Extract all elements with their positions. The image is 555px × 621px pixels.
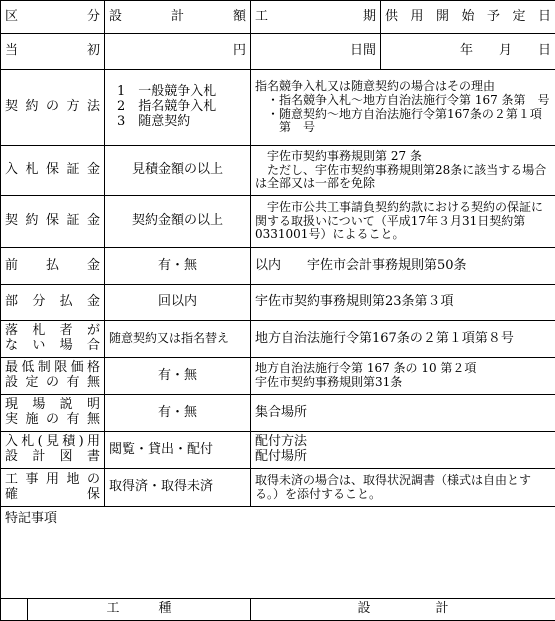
- row-min-price: [1, 358, 555, 395]
- label-min-price-2: 設定の有無: [5, 375, 100, 390]
- advance-note: 以内 宇佐市会計事務規則第50条: [251, 248, 555, 285]
- start-date-field[interactable]: 年 月 日: [381, 34, 555, 70]
- label-design-docs: [1, 432, 105, 469]
- label-no-bidder-2: ない場合: [5, 338, 100, 353]
- row-contract-bond: [1, 196, 555, 248]
- option-private-contract[interactable]: 3 随意契約: [117, 113, 191, 129]
- header-period-right: 期: [362, 8, 376, 24]
- min-price-note: [251, 358, 555, 395]
- special-notes-area[interactable]: [1, 507, 555, 599]
- row-design-docs: [1, 432, 555, 469]
- min-price-value[interactable]: 有・無: [105, 358, 251, 395]
- amount-field[interactable]: 円: [105, 34, 251, 70]
- footer-table: [0, 599, 555, 621]
- row-special-notes: [1, 507, 555, 599]
- option-designated-bid[interactable]: 2 指名競争入札: [117, 99, 217, 115]
- row-initial: [1, 34, 555, 70]
- row-land: [1, 469, 555, 507]
- contract-bond-value: 契約金額の以上: [105, 196, 251, 248]
- min-price-note-1: 地方自治法施行令第 167 条の 10 第２項: [255, 361, 477, 376]
- bid-bond-note-2: ただし、宇佐市契約事務規則第28条に該当する場合は全部又は一部を免除: [255, 162, 547, 191]
- label-initial: 当 初: [1, 34, 105, 70]
- partial-payment-note: 宇佐市契約事務規則第23条第３項: [251, 285, 555, 321]
- option-general-bid[interactable]: 1 一般競争入札: [117, 84, 217, 100]
- contract-bond-note-text: 宇佐市公共工事請負契約約款における契約の保証に関する取扱いについて（平成17年３月31日契約第0331001号）によること。: [255, 199, 544, 242]
- header-design-amount: 設 計 額: [105, 1, 251, 34]
- header-start-date: 供用開始予定日: [381, 1, 555, 34]
- site-explanation-note: 集合場所: [251, 395, 555, 432]
- contract-bond-note: [251, 196, 555, 248]
- docs-note-2: 配付場所: [255, 449, 308, 464]
- label-min-price: [1, 358, 105, 395]
- footer-row: [1, 599, 555, 620]
- bid-bond-note-1: 宇佐市契約事務規則第 27 条: [267, 148, 422, 163]
- row-contract-method: [1, 70, 555, 146]
- row-site-explanation: [1, 395, 555, 432]
- period-field[interactable]: 日間: [251, 34, 381, 70]
- bid-bond-value: 見積金額の以上: [105, 146, 251, 196]
- label-min-price-1: 最低制限価格: [5, 360, 100, 376]
- design-docs-value[interactable]: 閲覧・貸出・配付: [105, 432, 251, 469]
- footer-blank: [1, 599, 28, 620]
- label-land: [1, 469, 105, 507]
- min-price-note-2: 宇佐市契約事務規則第31条: [255, 375, 403, 389]
- contract-method-options: [105, 70, 251, 146]
- label-site-2: 実施の有無: [5, 412, 100, 427]
- no-bidder-value: 随意契約又は指名替え: [105, 321, 251, 358]
- land-note: 取得未済の場合は、取得状況調書（様式は自由とする。）を添付すること。: [251, 469, 555, 507]
- reason-title: 指名競争入札又は随意契約の場合はその理由: [255, 78, 496, 93]
- bid-bond-note: [251, 146, 555, 196]
- header-period-left: 工: [255, 8, 269, 24]
- label-site-explanation: [1, 395, 105, 432]
- row-bid-bond: [1, 146, 555, 196]
- header-period: [251, 1, 381, 34]
- label-docs-2: 設計図書: [5, 449, 100, 464]
- docs-note-1: 配付方法: [255, 434, 308, 450]
- partial-payment-value: 回以内: [105, 285, 251, 321]
- header-row: [1, 1, 555, 34]
- row-no-bidder: [1, 321, 555, 358]
- label-contract-method: 契約の方法: [1, 70, 105, 146]
- land-value[interactable]: 取得済・取得未済: [105, 469, 251, 507]
- design-docs-note: [251, 432, 555, 469]
- header-category: 区 分: [1, 1, 105, 34]
- footer-design: 設 計: [251, 599, 555, 620]
- no-bidder-note: 地方自治法施行令第167条の２第１項第８号: [251, 321, 555, 358]
- row-partial-payment: [1, 285, 555, 321]
- label-land-1: 工事用地の: [5, 471, 100, 487]
- label-docs-1: 入札(見積)用: [5, 434, 100, 450]
- label-contract-bond: 契約保証金: [1, 196, 105, 248]
- special-notes-label: 特記事項: [5, 511, 58, 526]
- site-explanation-value[interactable]: 有・無: [105, 395, 251, 432]
- label-advance: 前 払 金: [1, 248, 105, 285]
- reason-line-1: ・指名競争入札～地方自治法施行令第 167 条第 号: [267, 92, 550, 107]
- label-no-bidder-1: 落札者が: [5, 323, 100, 339]
- advance-value[interactable]: 有・無: [105, 248, 251, 285]
- label-bid-bond: 入札保証金: [1, 146, 105, 196]
- footer-work-type: 工 種: [28, 599, 251, 620]
- label-land-2: 確 保: [5, 486, 100, 502]
- label-no-bidder: [1, 321, 105, 358]
- row-advance: [1, 248, 555, 285]
- label-site-1: 現場説明: [5, 397, 100, 413]
- reason-line-2: ・随意契約～地方自治法施行令第167条の２第１項第 号: [267, 106, 542, 135]
- contract-method-reason: [251, 70, 555, 146]
- label-partial-payment: 部分払金: [1, 285, 105, 321]
